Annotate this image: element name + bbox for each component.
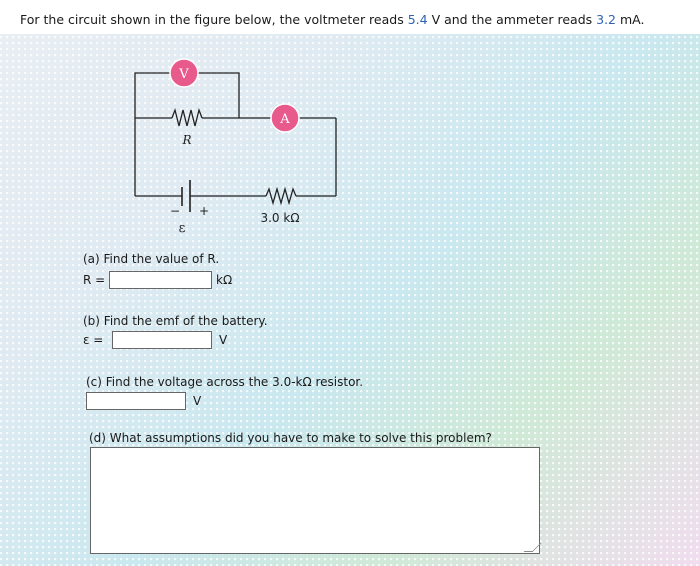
voltmeter-label: V [179, 67, 189, 82]
resistor-known-label: 3.0 kΩ [260, 211, 300, 225]
wire-voltmeter-left [135, 73, 170, 118]
part-a-input-label: R = [83, 273, 106, 287]
resistor-r-label: R [182, 133, 192, 147]
part-d-assumptions-textarea[interactable] [90, 447, 540, 554]
battery-minus-sign: − [169, 204, 181, 218]
part-b-prompt: (b) Find the emf of the battery. [83, 314, 268, 328]
resistor-known-zigzag [266, 189, 296, 203]
part-c-unit: V [193, 394, 202, 408]
part-d-prompt: (d) What assumptions did you have to make to solve this problem? [89, 431, 492, 445]
circuit-wires [135, 73, 336, 203]
part-c-prompt: (c) Find the voltage across the 3.0-kΩ resistor. [86, 375, 364, 389]
part-a-prompt: (a) Find the value of R. [83, 252, 220, 266]
part-b-input-label: ε = [83, 333, 104, 347]
wire-voltmeter-right [198, 73, 239, 118]
battery-emf-label: ε [178, 221, 186, 236]
voltmeter-reading: 5.4 [407, 12, 428, 27]
part-c-voltage-input[interactable] [86, 392, 186, 410]
question-suffix: mA. [616, 12, 645, 27]
part-a-r-input[interactable] [109, 271, 212, 289]
part-a-unit: kΩ [216, 273, 233, 287]
resistor-r-zigzag [172, 110, 202, 126]
question-mid: V and the ammeter reads [427, 12, 597, 27]
battery-plus-sign: + [198, 204, 210, 218]
part-b-unit: V [219, 333, 228, 347]
part-b-emf-input[interactable] [112, 331, 212, 349]
ammeter-reading: 3.2 [596, 12, 617, 27]
question-prefix: For the circuit shown in the figure below, the voltmeter reads [20, 12, 408, 27]
ammeter-label: A [280, 112, 290, 127]
